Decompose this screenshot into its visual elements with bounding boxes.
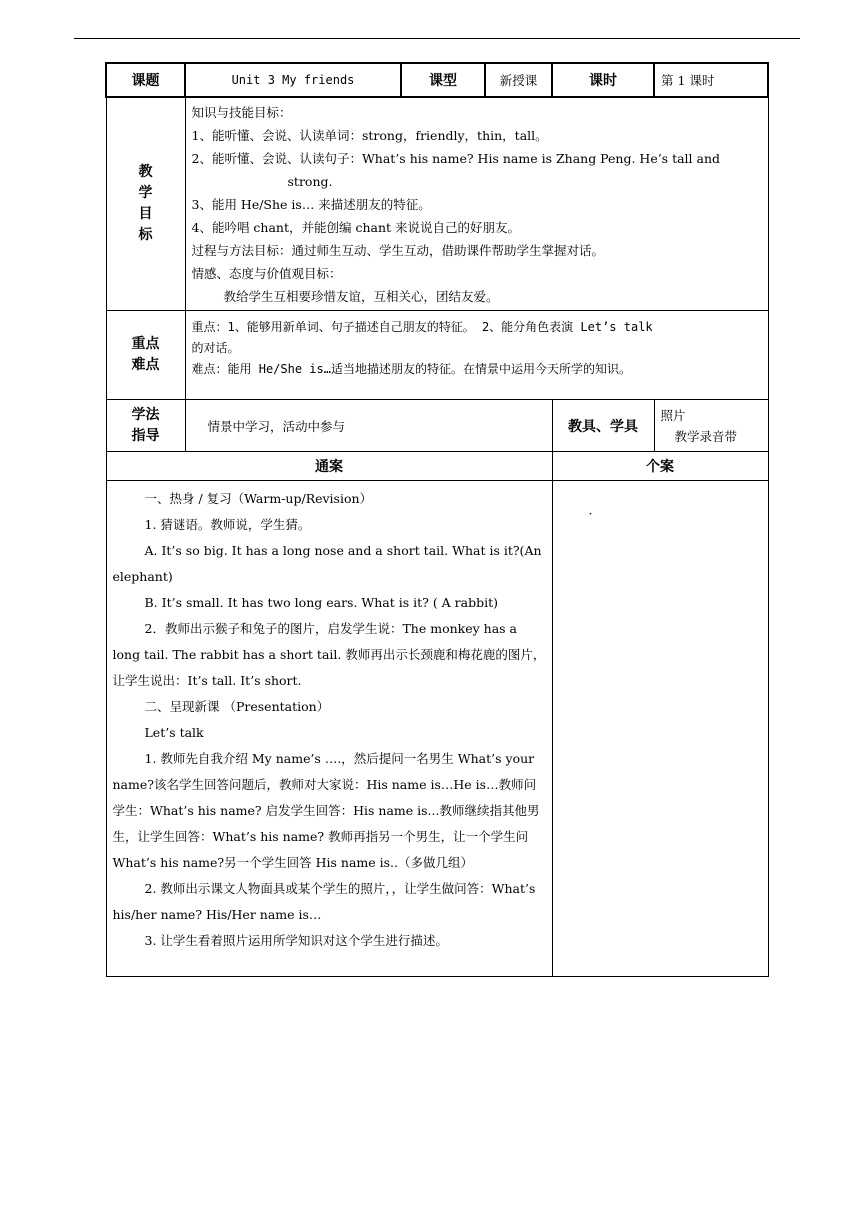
method-row <box>106 400 768 452</box>
objectives-label-char: 标 <box>138 227 153 243</box>
method-label-line: 学法 <box>131 406 160 423</box>
method-label-line: 指导 <box>131 427 160 444</box>
objectives-label-char: 学 <box>138 185 153 201</box>
objective-line: 过程与方法目标：通过师生互动、学生互动，借助课件帮助学生掌握对话。 <box>191 243 605 258</box>
period-value: 第 1 课时 <box>654 63 768 97</box>
body-paragraph: 1. 教师先自我介绍 My name’s ….，然后提问一名男生 What’s your name?该名学生回答问题后，教师对大家说：His name is…He is…教师问学生：What’s his name? 启发学生回答：His name is...教师继续指其他男生，让学生回答：What’s his name? 教师再指另一个男生，让一个学生问 What’s his name?另一个学生回答 His name is..（多做几组） <box>112 751 540 870</box>
tools-line: 照片 <box>660 407 686 423</box>
key-point-line: 的对话。 <box>191 341 240 355</box>
body-paragraph: 一、热身 / 复习（Warm-up/Revision） <box>144 491 373 506</box>
type-value: 新授课 <box>485 63 552 97</box>
objectives-label-char: 目 <box>138 206 153 222</box>
objectives-label-char: 教 <box>138 164 153 180</box>
objective-line: 知识与技能目标： <box>191 105 292 120</box>
period-label: 课时 <box>552 63 654 97</box>
key-points-content <box>185 311 768 400</box>
objective-line: 3、能用 He/She is… 来描述朋友的特征。 <box>191 197 431 212</box>
plan-body-row <box>106 481 768 977</box>
body-paragraph: 1. 猜谜语。教师说，学生猜。 <box>144 517 311 532</box>
header-row <box>106 63 768 97</box>
body-paragraph: B. It’s small. It has two long ears. What is it? ( A rabbit) <box>144 595 499 610</box>
key-points-label <box>106 311 185 400</box>
body-paragraph: Let’s talk <box>144 725 204 740</box>
key-point-line: 重点：1、能够用新单词、句子描述自己朋友的特征。 2、能分角色表演 Let’s talk <box>191 320 653 334</box>
difficulty-line: 难点：能用 He/She is…适当地描述朋友的特征。在情景中运用今天所学的知识。 <box>191 362 631 376</box>
common-plan-content <box>106 481 552 977</box>
individual-plan-label: 个案 <box>552 452 768 481</box>
objective-line: 2、能听懂、会说、认读句子：What’s his name? His name is Zhang Peng. He’s tall and <box>191 151 721 166</box>
section-header-row <box>106 452 768 481</box>
body-paragraph: 3. 让学生看着照片运用所学知识对这个学生进行描述。 <box>144 933 448 948</box>
tools-line: 教学录音带 <box>674 428 738 444</box>
body-paragraph: 2．教师出示猴子和兔子的图片，启发学生说：The monkey has a long tail. The rabbit has a short tail. 教师再出示长颈鹿和梅花鹿的图片，让学生说出：It’s tall. It’s short. <box>112 621 546 688</box>
objective-line: strong. <box>287 174 333 189</box>
objective-line: 教给学生互相要珍惜友谊，互相关心，团结友爱。 <box>223 289 499 304</box>
body-paragraph: 二、呈现新课 （Presentation） <box>144 699 330 714</box>
topic-value: Unit 3 My friends <box>185 63 401 97</box>
body-paragraph: 2. 教师出示课文人物面具或某个学生的照片，，让学生做问答：What’s his/her name? His/Her name is… <box>112 881 536 922</box>
common-plan-label: 通案 <box>106 452 552 481</box>
method-label <box>106 400 185 452</box>
objectives-label <box>106 97 185 311</box>
body-paragraph: A. It’s so big. It has a long nose and a short tail. What is it?(An elephant) <box>112 543 542 584</box>
type-label: 课型 <box>401 63 485 97</box>
objectives-content <box>185 97 768 311</box>
objective-line: 情感、态度与价值观目标： <box>191 266 342 281</box>
topic-label: 课题 <box>106 63 185 97</box>
objective-line: 1、能听懂、会说、认读单词：strong，friendly，thin，tall。 <box>191 128 548 143</box>
method-value: 情景中学习，活动中参与 <box>185 400 552 452</box>
key-points-row <box>106 311 768 400</box>
objective-line: 4、能吟唱 chant，并能创编 chant 来说说自己的好朋友。 <box>191 220 521 235</box>
objectives-row <box>106 97 768 311</box>
tools-value <box>654 400 768 452</box>
key-points-label-line: 难点 <box>131 357 160 373</box>
header-rule <box>74 38 800 39</box>
tools-label: 教具、学具 <box>552 400 654 452</box>
lesson-plan-table <box>105 62 769 977</box>
individual-mark: · <box>588 506 593 521</box>
key-points-label-line: 重点 <box>131 336 160 352</box>
individual-plan-content <box>552 481 768 977</box>
